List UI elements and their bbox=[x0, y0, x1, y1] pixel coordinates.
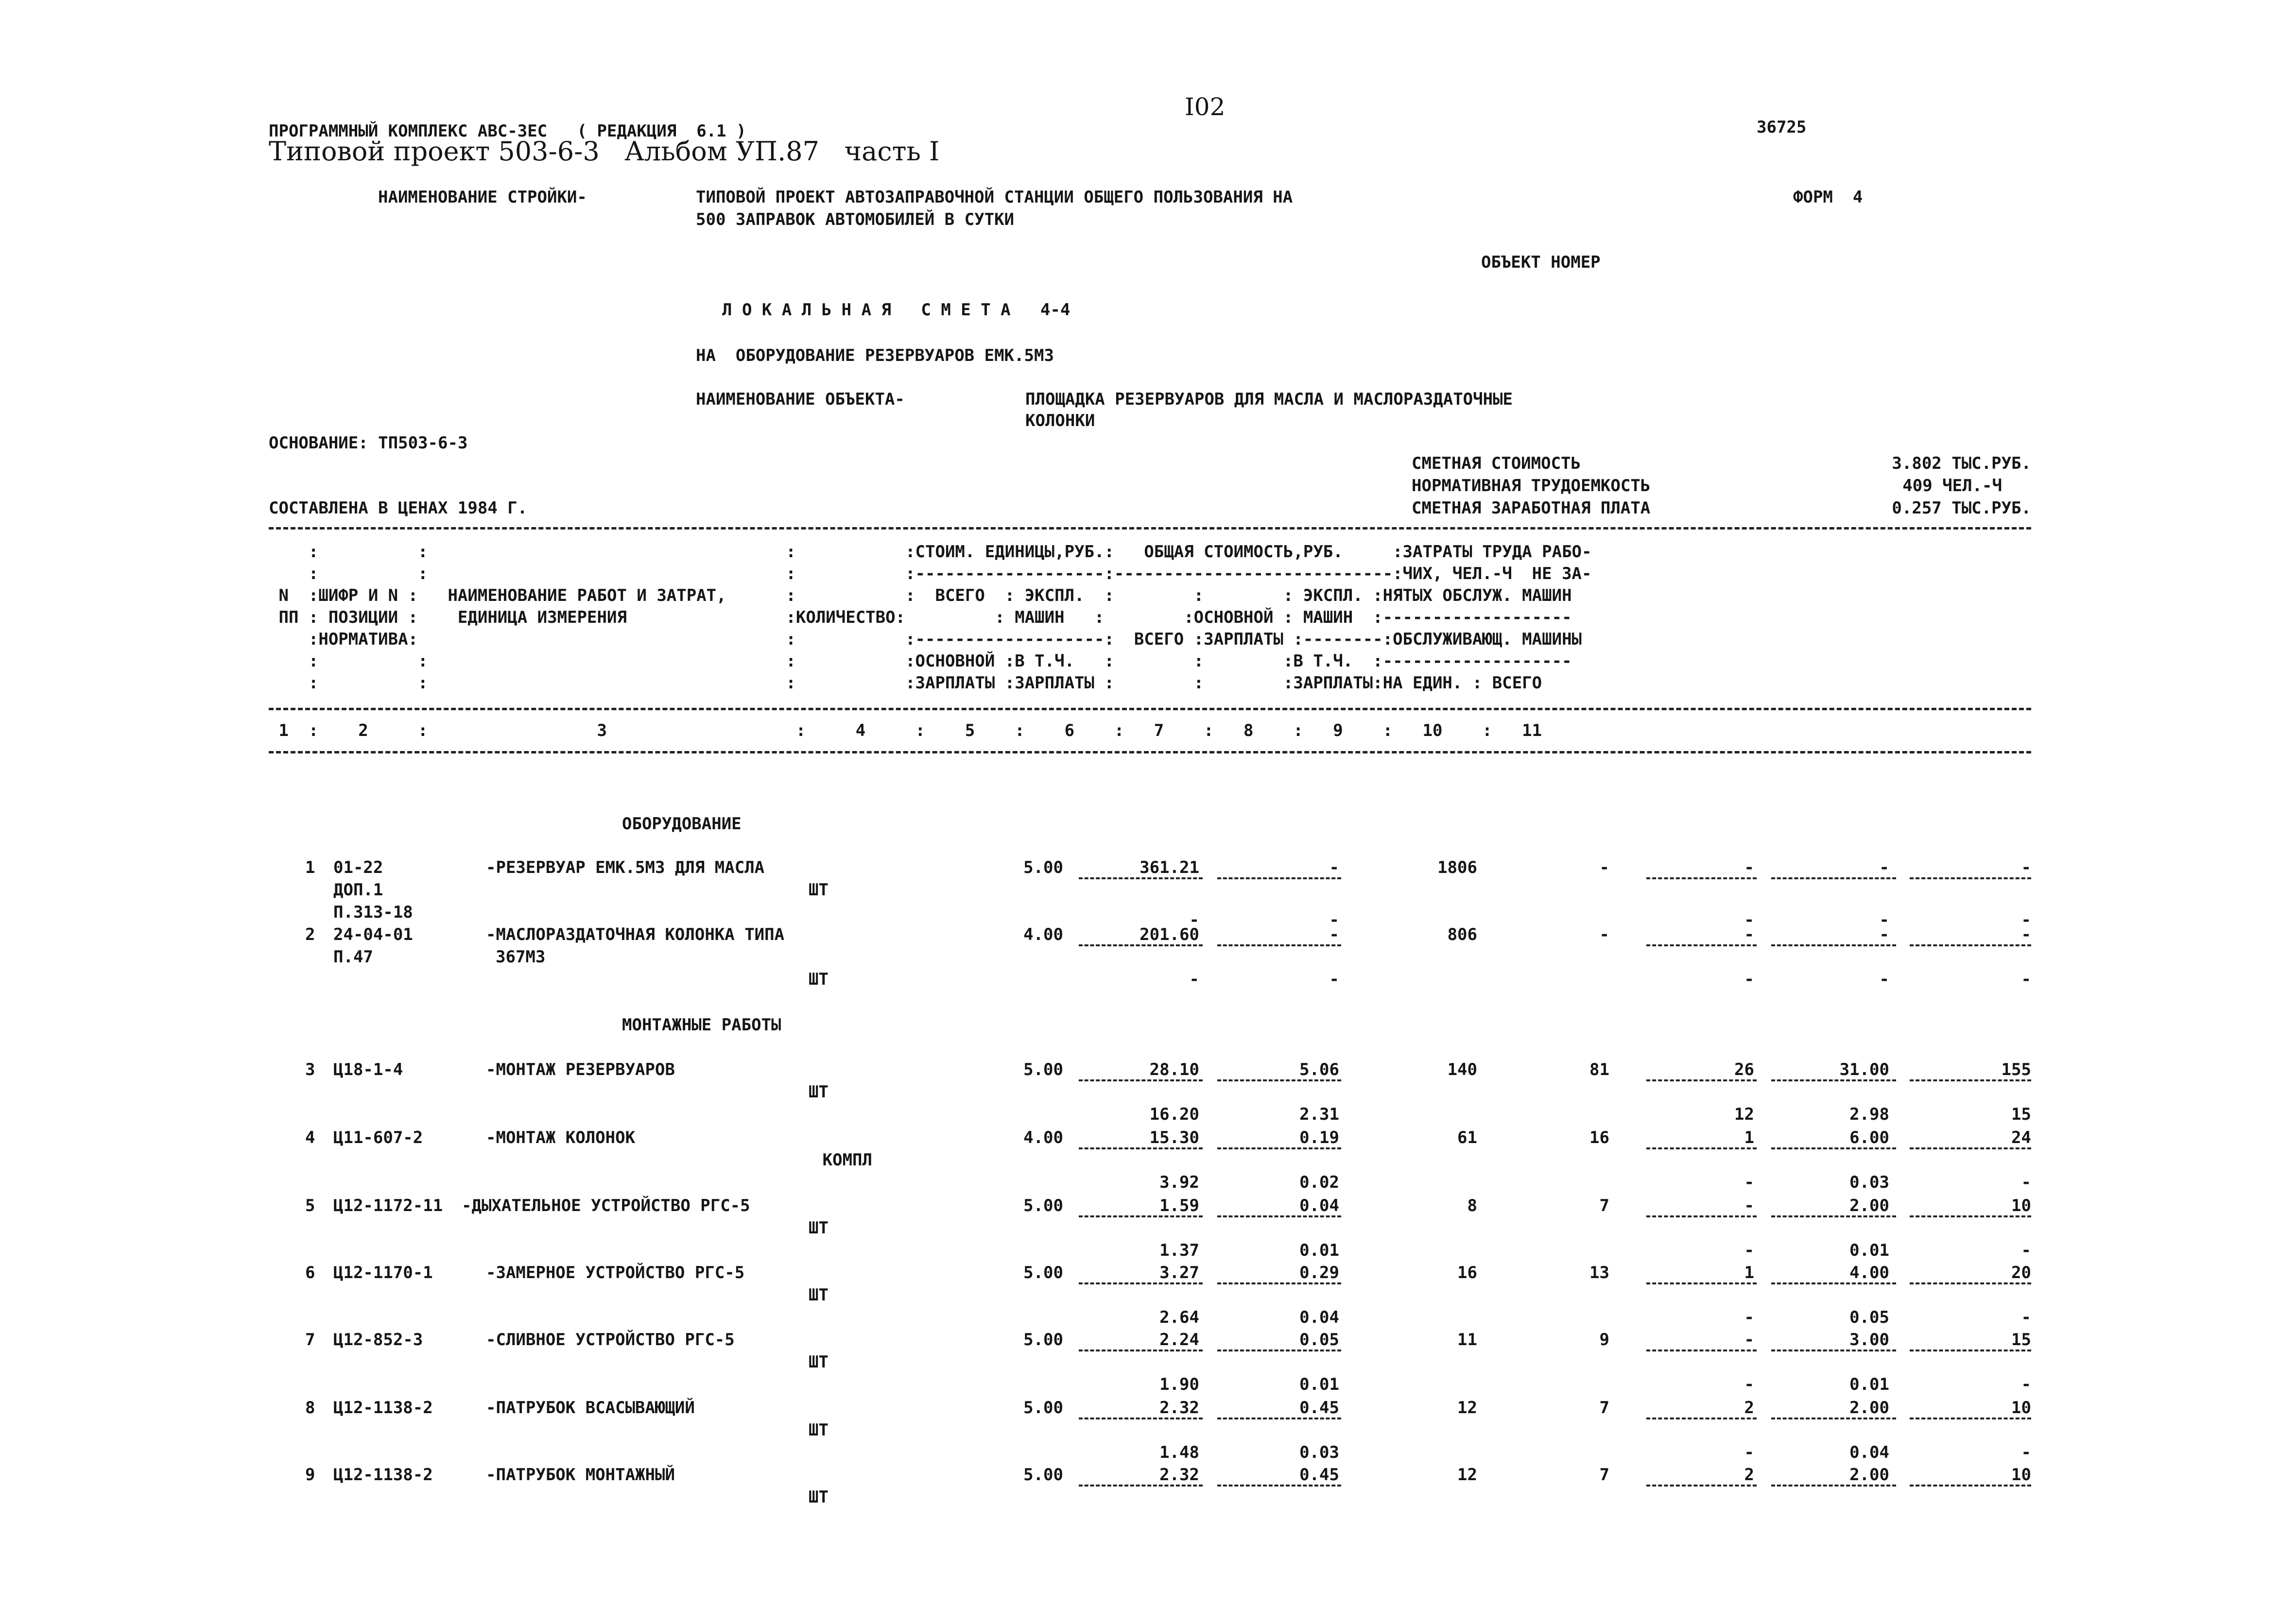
row-value-c10: - bbox=[1879, 925, 1889, 944]
row-value-c9: 2 bbox=[1744, 1465, 1754, 1485]
row-sub-value-s6: 2.31 bbox=[1299, 1105, 1339, 1124]
project-title: Типовой проект 503-6-3 Альбом УП.87 часть I bbox=[269, 136, 940, 167]
cell-rule bbox=[1079, 1079, 1203, 1081]
object-name-line1: ПЛОЩАДКА РЕЗЕРВУАРОВ ДЛЯ МАСЛА И МАСЛОРАЗДАТОЧНЫЕ bbox=[1025, 390, 1513, 409]
row-value-c10: 2.00 bbox=[1849, 1398, 1889, 1418]
row-sub-value-s10: 0.03 bbox=[1849, 1173, 1889, 1192]
cell-rule bbox=[1217, 1215, 1341, 1217]
row-code: Ц12-1172-11 bbox=[333, 1196, 443, 1215]
row-value-c5: 201.60 bbox=[1139, 925, 1199, 944]
row-name: -ПАТРУБОК МОНТАЖНЫЙ bbox=[486, 1465, 675, 1485]
cell-rule bbox=[1646, 1147, 1757, 1149]
cell-rule bbox=[1646, 1485, 1757, 1486]
row-value-c9: 1 bbox=[1744, 1128, 1754, 1147]
row-sub-value-s11: - bbox=[2021, 1241, 2031, 1260]
estimate-title: Л О К А Л Ь Н А Я С М Е Т А 4-4 bbox=[722, 300, 1070, 320]
row-value-qty: 4.00 bbox=[1023, 925, 1063, 944]
row-value-c6: 0.19 bbox=[1299, 1128, 1339, 1147]
summary-label-wages: СМЕТНАЯ ЗАРАБОТНАЯ ПЛАТА bbox=[1412, 498, 1651, 518]
summary-label-cost: СМЕТНАЯ СТОИМОСТЬ bbox=[1412, 454, 1581, 473]
row-value-c6: 0.05 bbox=[1299, 1330, 1339, 1350]
row-sub-value-s10: 2.98 bbox=[1849, 1105, 1889, 1124]
row-value-c8: 7 bbox=[1599, 1398, 1609, 1418]
row-code: Ц18-1-4 bbox=[333, 1060, 403, 1079]
row-unit: ШТ bbox=[809, 1218, 829, 1238]
row-sub-value-s5: - bbox=[1189, 970, 1199, 989]
row-value-c5: 15.30 bbox=[1149, 1128, 1199, 1147]
cell-rule bbox=[1079, 877, 1203, 879]
cell-rule bbox=[1217, 1418, 1341, 1419]
row-sub-value-s10: - bbox=[1879, 970, 1889, 989]
header-line: : : : :-------------------:----------------------------:ЧИХ, ЧЕЛ.-Ч НЕ ЗА- bbox=[269, 564, 1592, 583]
row-number: 6 bbox=[305, 1263, 315, 1282]
row-unit: ШТ bbox=[809, 880, 829, 900]
row-value-c10: 2.00 bbox=[1849, 1465, 1889, 1485]
row-value-c5: 361.21 bbox=[1139, 858, 1199, 877]
row-value-c8: 9 bbox=[1599, 1330, 1609, 1350]
cell-rule bbox=[1079, 1350, 1203, 1351]
row-value-qty: 4.00 bbox=[1023, 1128, 1063, 1147]
row-value-qty: 5.00 bbox=[1023, 1263, 1063, 1282]
row-sub-value-s11: - bbox=[2021, 970, 2031, 989]
cell-rule bbox=[1771, 1147, 1896, 1149]
row-value-c9: - bbox=[1744, 1330, 1754, 1350]
row-sub-value-s5: - bbox=[1189, 910, 1199, 930]
row-value-c7: 11 bbox=[1457, 1330, 1477, 1350]
row-sub-value-s10: 0.01 bbox=[1849, 1241, 1889, 1260]
object-name-line2: КОЛОНКИ bbox=[1025, 411, 1095, 430]
cell-rule bbox=[1079, 1485, 1203, 1486]
cell-rule bbox=[1079, 944, 1203, 946]
row-code-line2: П.47 bbox=[333, 947, 373, 967]
row-value-c10: 2.00 bbox=[1849, 1196, 1889, 1215]
object-label: НАИМЕНОВАНИЕ ОБЪЕКТА- bbox=[696, 390, 905, 409]
row-code: Ц11-607-2 bbox=[333, 1128, 423, 1147]
table-header bbox=[269, 542, 1592, 693]
cell-rule bbox=[1217, 1350, 1341, 1351]
summary-label-labor: НОРМАТИВНАЯ ТРУДОЕМКОСТЬ bbox=[1412, 476, 1651, 495]
header-bottom-rule bbox=[269, 708, 2031, 710]
row-value-c8: - bbox=[1599, 925, 1609, 944]
object-number-label: ОБЪЕКТ НОМЕР bbox=[1481, 253, 1601, 272]
row-value-c5: 3.27 bbox=[1159, 1263, 1199, 1282]
row-value-c9: 1 bbox=[1744, 1263, 1754, 1282]
row-unit: ШТ bbox=[809, 1352, 829, 1372]
cell-rule bbox=[1910, 944, 2031, 946]
row-unit: ШТ bbox=[809, 1285, 829, 1305]
row-value-c8: 81 bbox=[1589, 1060, 1609, 1079]
price-basis: СОСТАВЛЕНА В ЦЕНАХ 1984 Г. bbox=[269, 498, 528, 518]
row-unit: ШТ bbox=[809, 970, 829, 989]
row-value-c9: - bbox=[1744, 858, 1754, 877]
row-sub-value-s10: 0.04 bbox=[1849, 1443, 1889, 1462]
row-code: Ц12-1138-2 bbox=[333, 1465, 433, 1485]
row-value-c10: - bbox=[1879, 858, 1889, 877]
construction-name-line1: ТИПОВОЙ ПРОЕКТ АВТОЗАПРАВОЧНОЙ СТАНЦИИ ОБЩЕГО ПОЛЬЗОВАНИЯ НА bbox=[696, 188, 1293, 207]
section-title-equipment: ОБОРУДОВАНИЕ bbox=[622, 814, 742, 834]
row-value-c9: - bbox=[1744, 1196, 1754, 1215]
cell-rule bbox=[1646, 1418, 1757, 1419]
row-value-c9: 26 bbox=[1734, 1060, 1754, 1079]
row-sub-value-s6: 0.01 bbox=[1299, 1375, 1339, 1394]
cell-rule bbox=[1646, 1282, 1757, 1284]
row-sub-value-s9: - bbox=[1744, 1375, 1754, 1394]
row-unit: КОМПЛ bbox=[822, 1150, 872, 1170]
row-value-c6: 5.06 bbox=[1299, 1060, 1339, 1079]
row-value-c5: 2.32 bbox=[1159, 1398, 1199, 1418]
row-name: -ПАТРУБОК ВСАСЫВАЮЩИЙ bbox=[486, 1398, 695, 1418]
row-sub-value-s6: 0.04 bbox=[1299, 1308, 1339, 1327]
cell-rule bbox=[1910, 877, 2031, 879]
row-sub-value-s11: - bbox=[2021, 1375, 2031, 1394]
summary-value-cost: 3.802 ТЫС.РУБ. bbox=[1892, 454, 2031, 473]
cell-rule bbox=[1910, 1079, 2031, 1081]
row-value-qty: 5.00 bbox=[1023, 1196, 1063, 1215]
row-number: 9 bbox=[305, 1465, 315, 1485]
cell-rule bbox=[1771, 944, 1896, 946]
row-sub-value-s9: - bbox=[1744, 970, 1754, 989]
row-sub-value-s6: 0.03 bbox=[1299, 1443, 1339, 1462]
row-sub-value-s5: 1.48 bbox=[1159, 1443, 1199, 1462]
row-code: Ц12-1138-2 bbox=[333, 1398, 433, 1418]
row-name: -ЗАМЕРНОЕ УСТРОЙСТВО РГС-5 bbox=[486, 1263, 745, 1282]
row-sub-value-s5: 3.92 bbox=[1159, 1173, 1199, 1192]
cell-rule bbox=[1079, 1282, 1203, 1284]
row-sub-value-s5: 2.64 bbox=[1159, 1308, 1199, 1327]
row-value-c11: 10 bbox=[2011, 1196, 2031, 1215]
row-value-c5: 28.10 bbox=[1149, 1060, 1199, 1079]
column-numbers: 1 : 2 : 3 : 4 : 5 : 6 : 7 : 8 : 9 : 10 : 11 bbox=[269, 721, 1542, 740]
row-sub-value-s6: 0.01 bbox=[1299, 1241, 1339, 1260]
row-value-c7: 140 bbox=[1447, 1060, 1477, 1079]
row-name: -МОНТАЖ РЕЗЕРВУАРОВ bbox=[486, 1060, 675, 1079]
row-value-c7: 61 bbox=[1457, 1128, 1477, 1147]
row-value-c7: 16 bbox=[1457, 1263, 1477, 1282]
row-value-c10: 3.00 bbox=[1849, 1330, 1889, 1350]
row-sub-value-s6: - bbox=[1329, 970, 1339, 989]
row-value-c8: 13 bbox=[1589, 1263, 1609, 1282]
header-line: N :ШИФР И N : НАИМЕНОВАНИЕ РАБОТ И ЗАТРАТ, : : ВСЕГО : ЭКСПЛ. : : : ЭКСПЛ. :НЯТЫХ ОБСЛУЖ. МАШИН bbox=[269, 586, 1572, 605]
cell-rule bbox=[1217, 944, 1341, 946]
cell-rule bbox=[1771, 1079, 1896, 1081]
row-code-line3: П.313-18 bbox=[333, 903, 413, 922]
row-value-c8: 7 bbox=[1599, 1196, 1609, 1215]
cell-rule bbox=[1646, 1215, 1757, 1217]
row-value-c5: 1.59 bbox=[1159, 1196, 1199, 1215]
summary-value-wages: 0.257 ТЫС.РУБ. bbox=[1892, 498, 2031, 518]
row-sub-value-s11: - bbox=[2021, 1308, 2031, 1327]
cell-rule bbox=[1217, 1079, 1341, 1081]
row-sub-value-s9: - bbox=[1744, 1173, 1754, 1192]
row-number: 4 bbox=[305, 1128, 315, 1147]
row-sub-value-s9: - bbox=[1744, 1308, 1754, 1327]
row-name-line2: 367М3 bbox=[496, 947, 546, 967]
row-value-c6: - bbox=[1329, 925, 1339, 944]
page-number: I02 bbox=[1185, 93, 1226, 121]
construction-label: НАИМЕНОВАНИЕ СТРОЙКИ- bbox=[378, 188, 587, 207]
row-value-c6: 0.29 bbox=[1299, 1263, 1339, 1282]
row-value-c6: - bbox=[1329, 858, 1339, 877]
cell-rule bbox=[1771, 877, 1896, 879]
row-name: -РЕЗЕРВУАР ЕМК.5М3 ДЛЯ МАСЛА bbox=[486, 858, 765, 877]
row-code-line2: ДОП.1 bbox=[333, 880, 383, 900]
form-number: ФОРМ 4 bbox=[1793, 188, 1863, 207]
row-number: 5 bbox=[305, 1196, 315, 1215]
row-value-c8: 16 bbox=[1589, 1128, 1609, 1147]
header-line: ПП : ПОЗИЦИИ : ЕДИНИЦА ИЗМЕРЕНИЯ :КОЛИЧЕСТВО: : МАШИН : :ОСНОВНОЙ : МАШИН :------------------- bbox=[269, 608, 1572, 627]
row-sub-value-s11: - bbox=[2021, 910, 2031, 930]
header-line: : : : :ЗАРПЛАТЫ :ЗАРПЛАТЫ : : :ЗАРПЛАТЫ:НА ЕДИН. : ВСЕГО bbox=[269, 673, 1542, 693]
row-value-qty: 5.00 bbox=[1023, 1060, 1063, 1079]
cell-rule bbox=[1079, 1147, 1203, 1149]
row-unit: ШТ bbox=[809, 1487, 829, 1507]
cell-rule bbox=[1771, 1485, 1896, 1486]
row-value-c9: 2 bbox=[1744, 1398, 1754, 1418]
column-numbers-rule bbox=[269, 751, 2031, 753]
row-value-c11: - bbox=[2021, 925, 2031, 944]
cell-rule bbox=[1217, 1485, 1341, 1486]
row-value-c7: 806 bbox=[1447, 925, 1477, 944]
row-name: -СЛИВНОЕ УСТРОЙСТВО РГС-5 bbox=[486, 1330, 735, 1350]
cell-rule bbox=[1910, 1350, 2031, 1351]
cell-rule bbox=[1217, 877, 1341, 879]
row-value-qty: 5.00 bbox=[1023, 1330, 1063, 1350]
row-value-c6: 0.45 bbox=[1299, 1465, 1339, 1485]
row-sub-value-s9: 12 bbox=[1734, 1105, 1754, 1124]
row-value-c11: - bbox=[2021, 858, 2031, 877]
row-value-c6: 0.45 bbox=[1299, 1398, 1339, 1418]
row-sub-value-s10: 0.05 bbox=[1849, 1308, 1889, 1327]
row-value-c7: 8 bbox=[1467, 1196, 1477, 1215]
row-number: 3 bbox=[305, 1060, 315, 1079]
row-sub-value-s9: - bbox=[1744, 910, 1754, 930]
row-name: -ДЫХАТЕЛЬНОЕ УСТРОЙСТВО РГС-5 bbox=[462, 1196, 750, 1215]
row-number: 8 bbox=[305, 1398, 315, 1418]
program-name: ПРОГРАММНЫЙ КОМПЛЕКС АВС-ЗЕС ( РЕДАКЦИЯ 6.1 ) bbox=[269, 121, 746, 141]
header-line: :НОРМАТИВА: : :-------------------: ВСЕГО :ЗАРПЛАТЫ :--------:ОБСЛУЖИВАЮЩ. МАШИНЫ bbox=[269, 630, 1582, 649]
cell-rule bbox=[1910, 1485, 2031, 1486]
row-unit: ШТ bbox=[809, 1420, 829, 1440]
row-value-c11: 10 bbox=[2011, 1465, 2031, 1485]
row-sub-value-s5: 1.37 bbox=[1159, 1241, 1199, 1260]
table-top-rule bbox=[269, 527, 2031, 530]
row-value-c10: 31.00 bbox=[1839, 1060, 1889, 1079]
row-value-c7: 12 bbox=[1457, 1465, 1477, 1485]
cell-rule bbox=[1217, 1282, 1341, 1284]
row-sub-value-s11: - bbox=[2021, 1443, 2031, 1462]
cell-rule bbox=[1217, 1147, 1341, 1149]
row-sub-value-s5: 1.90 bbox=[1159, 1375, 1199, 1394]
cell-rule bbox=[1079, 1215, 1203, 1217]
cell-rule bbox=[1646, 944, 1757, 946]
section-title-installation: МОНТАЖНЫЕ РАБОТЫ bbox=[622, 1015, 781, 1035]
construction-name-line2: 500 ЗАПРАВОК АВТОМОБИЛЕЙ В СУТКИ bbox=[696, 210, 1015, 229]
row-value-c11: 10 bbox=[2011, 1398, 2031, 1418]
row-sub-value-s9: - bbox=[1744, 1241, 1754, 1260]
row-number: 1 bbox=[305, 858, 315, 877]
cell-rule bbox=[1910, 1215, 2031, 1217]
cell-rule bbox=[1646, 1350, 1757, 1351]
cell-rule bbox=[1910, 1418, 2031, 1419]
row-code: Ц12-1170-1 bbox=[333, 1263, 433, 1282]
cell-rule bbox=[1771, 1282, 1896, 1284]
row-sub-value-s9: - bbox=[1744, 1443, 1754, 1462]
row-value-c10: 6.00 bbox=[1849, 1128, 1889, 1147]
row-value-qty: 5.00 bbox=[1023, 858, 1063, 877]
header-line: : : : :ОСНОВНОЙ :В Т.Ч. : : :В Т.Ч. :------------------- bbox=[269, 651, 1572, 671]
row-value-c6: 0.04 bbox=[1299, 1196, 1339, 1215]
cell-rule bbox=[1771, 1215, 1896, 1217]
row-value-c7: 1806 bbox=[1437, 858, 1477, 877]
row-name: -МОНТАЖ КОЛОНОК bbox=[486, 1128, 636, 1147]
row-value-c10: 4.00 bbox=[1849, 1263, 1889, 1282]
row-code: 24-04-01 bbox=[333, 925, 413, 944]
row-value-c11: 155 bbox=[2001, 1060, 2031, 1079]
row-sub-value-s6: - bbox=[1329, 910, 1339, 930]
row-value-c9: - bbox=[1744, 925, 1754, 944]
cell-rule bbox=[1910, 1147, 2031, 1149]
row-number: 7 bbox=[305, 1330, 315, 1350]
row-value-c5: 2.32 bbox=[1159, 1465, 1199, 1485]
cell-rule bbox=[1079, 1418, 1203, 1419]
row-name: -МАСЛОРАЗДАТОЧНАЯ КОЛОНКА ТИПА bbox=[486, 925, 785, 944]
row-value-c11: 24 bbox=[2011, 1128, 2031, 1147]
estimate-basis: ОСНОВАНИЕ: ТП503-6-3 bbox=[269, 433, 468, 453]
row-sub-value-s11: 15 bbox=[2011, 1105, 2031, 1124]
row-value-c11: 15 bbox=[2011, 1330, 2031, 1350]
summary-value-labor: 409 ЧЕЛ.-Ч bbox=[1902, 476, 2002, 495]
estimate-subject: НА ОБОРУДОВАНИЕ РЕЗЕРВУАРОВ ЕМК.5М3 bbox=[696, 346, 1054, 365]
cell-rule bbox=[1771, 1418, 1896, 1419]
row-value-c5: 2.24 bbox=[1159, 1330, 1199, 1350]
row-sub-value-s5: 16.20 bbox=[1149, 1105, 1199, 1124]
row-sub-value-s10: 0.01 bbox=[1849, 1375, 1889, 1394]
document-code: 36725 bbox=[1757, 118, 1807, 137]
row-value-c8: 7 bbox=[1599, 1465, 1609, 1485]
row-unit: ШТ bbox=[809, 1082, 829, 1102]
row-value-c7: 12 bbox=[1457, 1398, 1477, 1418]
row-number: 2 bbox=[305, 925, 315, 944]
row-value-c8: - bbox=[1599, 858, 1609, 877]
cell-rule bbox=[1771, 1350, 1896, 1351]
row-code: 01-22 bbox=[333, 858, 383, 877]
header-line: : : : :СТОИМ. ЕДИНИЦЫ,РУБ.: ОБЩАЯ СТОИМОСТЬ,РУБ. :ЗАТРАТЫ ТРУДА РАБО- bbox=[269, 542, 1592, 562]
row-sub-value-s11: - bbox=[2021, 1173, 2031, 1192]
cell-rule bbox=[1646, 877, 1757, 879]
row-code: Ц12-852-3 bbox=[333, 1330, 423, 1350]
row-value-qty: 5.00 bbox=[1023, 1465, 1063, 1485]
row-value-qty: 5.00 bbox=[1023, 1398, 1063, 1418]
row-value-c11: 20 bbox=[2011, 1263, 2031, 1282]
row-sub-value-s10: - bbox=[1879, 910, 1889, 930]
cell-rule bbox=[1646, 1079, 1757, 1081]
row-sub-value-s6: 0.02 bbox=[1299, 1173, 1339, 1192]
cell-rule bbox=[1910, 1282, 2031, 1284]
